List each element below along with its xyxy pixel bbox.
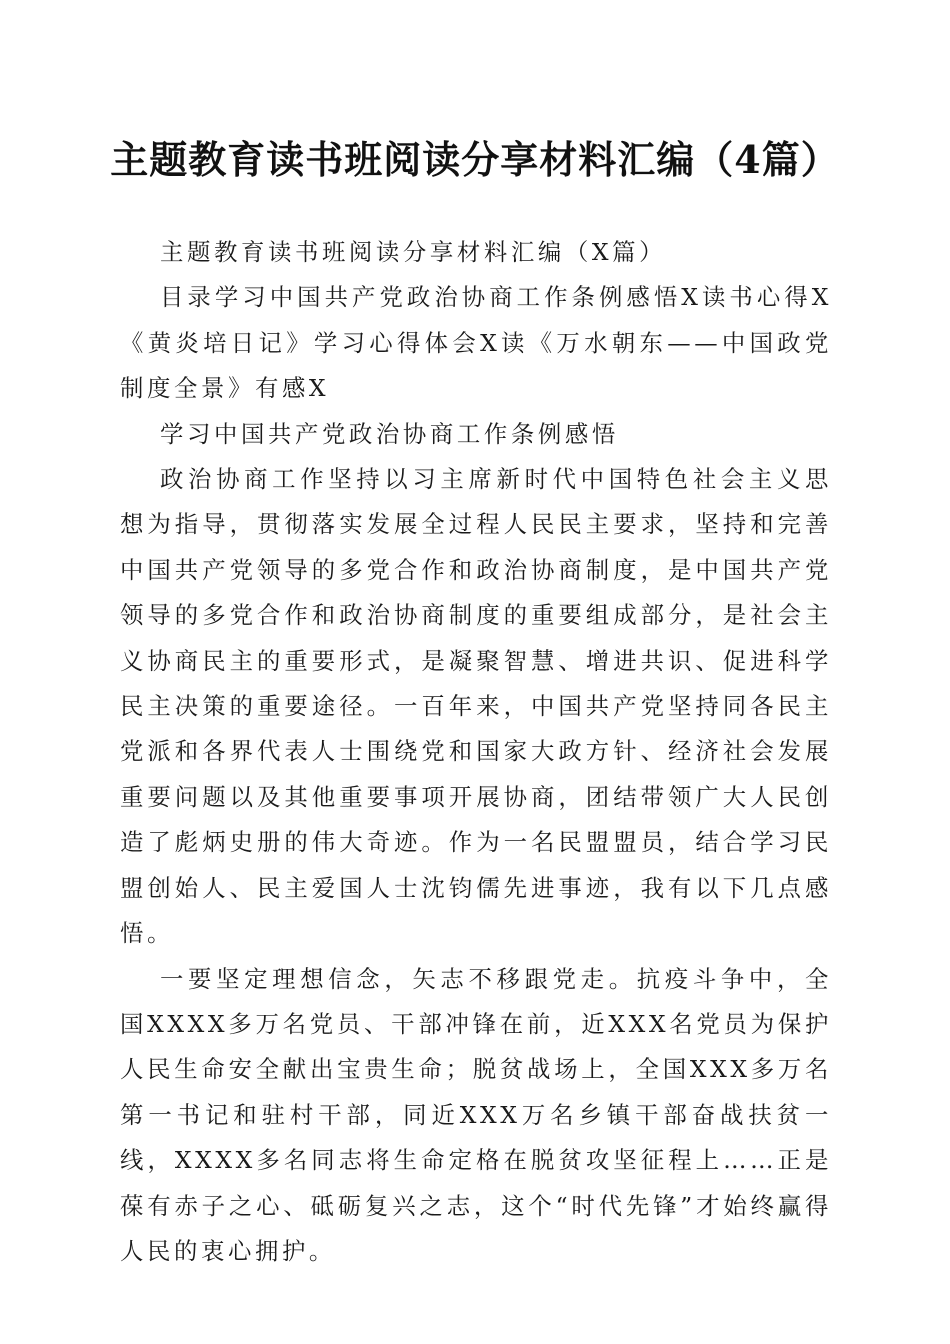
table-of-contents-paragraph: 目录学习中国共产党政治协商工作条例感悟X读书心得X《黄炎培日记》学习心得体会X读《万水朝东——中国政党制度全景》有感X [120, 283, 832, 403]
document-title: 主题教育读书班阅读分享材料汇编（4篇） [110, 137, 840, 182]
subtitle-paragraph: 主题教育读书班阅读分享材料汇编（X篇） [160, 238, 667, 266]
document-body [120, 230, 832, 1274]
body-paragraph: 一要坚定理想信念，矢志不移跟党走。抗疫斗争中，全国XXXX多万名党员、干部冲锋在前，近XXX名党员为保护人民生命安全献出宝贵生命；脱贫战场上，全国XXX多万名第一书记和驻村干部，同近XXX万名乡镇干部奋战扶贫一线，XXXX多名同志将生命定格在脱贫攻坚征程上……正是葆有赤子之心、砥砺复兴之志，这个“时代先锋”才始终赢得人民的衷心拥护。 [120, 964, 832, 1265]
body-paragraph: 政治协商工作坚持以习主席新时代中国特色社会主义思想为指导，贯彻落实发展全过程人民民主要求，坚持和完善中国共产党领导的多党合作和政治协商制度，是中国共产党领导的多党合作和政治协商制度的重要组成部分，是社会主义协商民主的重要形式，是凝聚智慧、增进共识、促进科学民主决策的重要途径。一百年来，中国共产党坚持同各民主党派和各界代表人士围绕党和国家大政方针、经济社会发展重要问题以及其他重要事项开展协商，团结带领广大人民创造了彪炳史册的伟大奇迹。作为一名民盟盟员，结合学习民盟创始人、民主爱国人士沈钧儒先进事迹，我有以下几点感悟。 [120, 465, 832, 948]
section-heading: 学习中国共产党政治协商工作条例感悟 [160, 419, 619, 448]
